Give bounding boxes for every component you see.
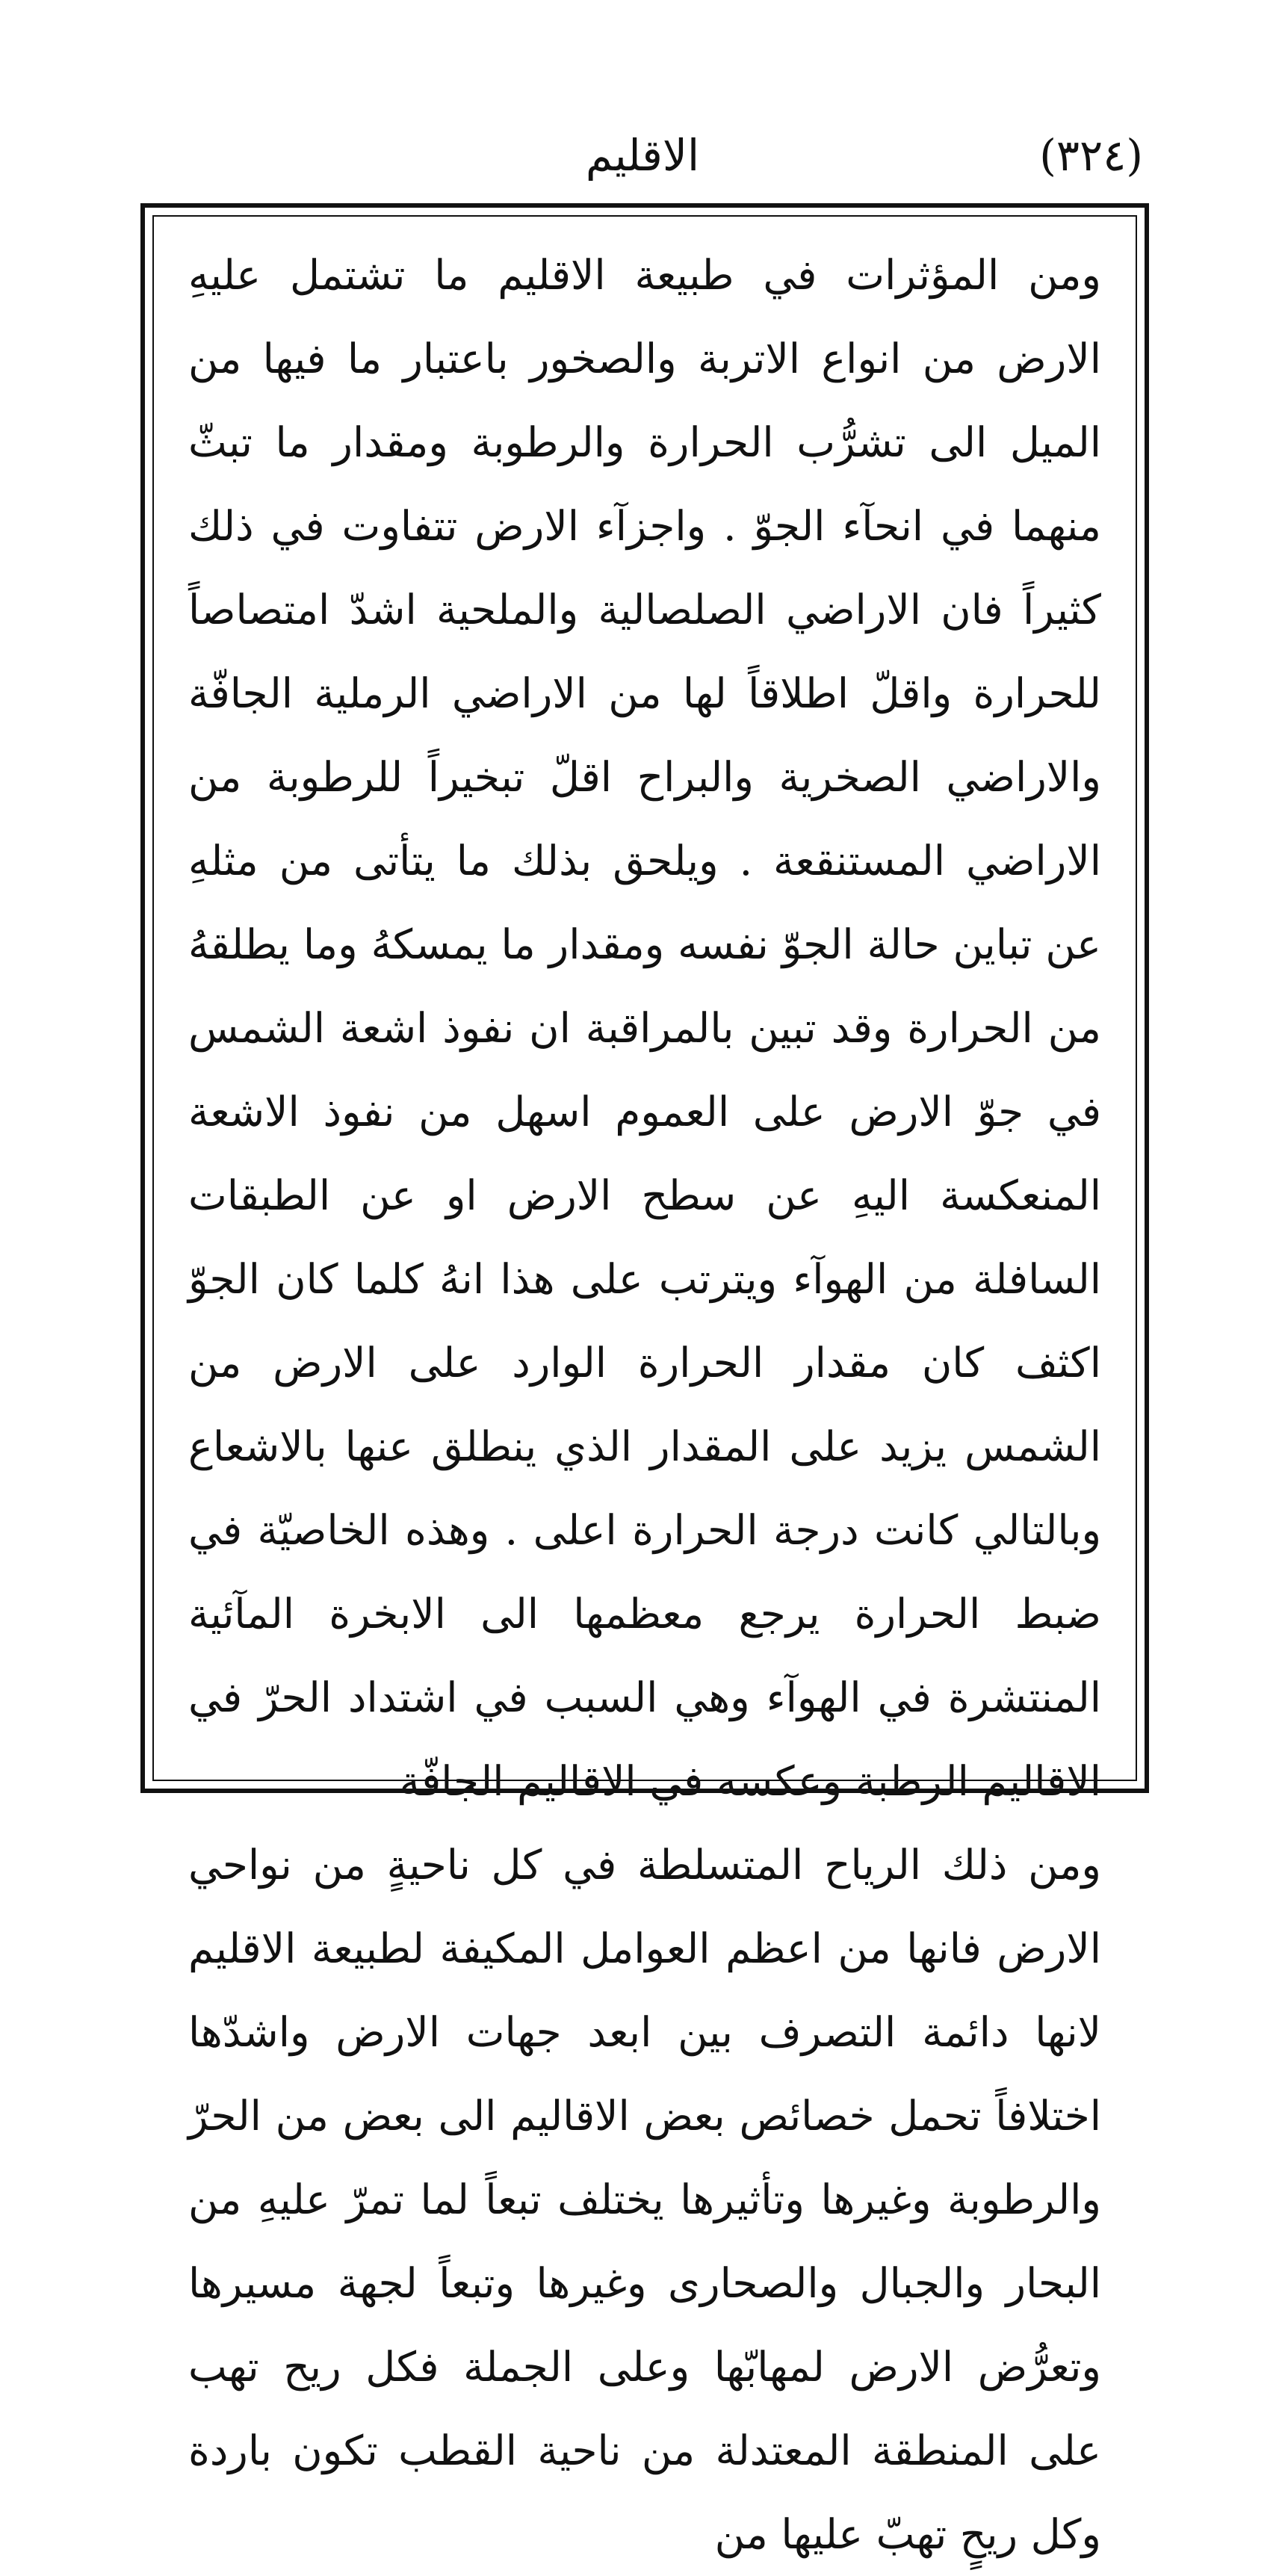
running-head (142, 112, 1143, 194)
paragraph-soil-and-atmosphere: ومن المؤثرات في طبيعة الاقليم ما تشتمل عليهِ الارض من انواع الاتربة والصخور باعتبار ما فيها من الميل الى تشرُّب الحرارة والرطوبة ومقدار ما تبثّ منهما في انحآء الجوّ . واجزآء الارض تتفاوت في ذلك كثيراً فان الاراضي الصلصالية والملحية اشدّ امتصاصاً للحرارة واقلّ اطلاقاً لها من الاراضي الرملية الجافّة والاراضي الصخرية والبراح اقلّ تبخيراً للرطوبة من الاراضي المستنقعة . ويلحق بذلك ما يتأتى من مثلهِ عن تباين حالة الجوّ نفسه ومقدار ما يمسكهُ وما يطلقهُ من الحرارة وقد تبين بالمراقبة ان نفوذ اشعة الشمس في جوّ الارض على العموم اسهل من نفوذ الاشعة المنعكسة اليهِ عن سطح الارض او عن الطبقات السافلة من الهوآء ويترتب على هذا انهُ كلما كان الجوّ اكثف كان مقدار الحرارة الوارد على الارض من الشمس يزيد على المقدار الذي ينطلق عنها بالاشعاع وبالتالي كانت درجة الحرارة اعلى . وهذه الخاصيّة في ضبط الحرارة يرجع معظمها الى الابخرة المآئية المنتشرة في الهوآء وهي السبب في اشتداد الحرّ في الاقاليم الرطبة وعكسه في الاقاليم الجافّة (188, 251, 1101, 1805)
text-body (188, 233, 1101, 2576)
page-number: (٣٢٤) (1039, 130, 1143, 181)
page-frame (140, 203, 1149, 2558)
paragraph-prevailing-winds: ومن ذلك الرياح المتسلطة في كل ناحيةٍ من نواحي الارض فانها من اعظم العوامل المكيفة لطبيعة الاقليم لانها دائمة التصرف بين ابعد جهات الارض واشدّها اختلافاً تحمل خصائص بعض الاقاليم الى بعض من الحرّ والرطوبة وغيرها وتأثيرها يختلف تبعاً لما تمرّ عليهِ من البحار والجبال والصحارى وغيرها وتبعاً لجهة مسيرها وتعرُّض الارض لمهابّها وعلى الجملة فكل ريح تهب على المنطقة المعتدلة من ناحية القطب تكون باردة وكل ريحٍ تهبّ عليها من (188, 1841, 1101, 2558)
page-frame-inner-rule (152, 215, 1137, 2558)
page-title: الاقليم (585, 130, 700, 181)
